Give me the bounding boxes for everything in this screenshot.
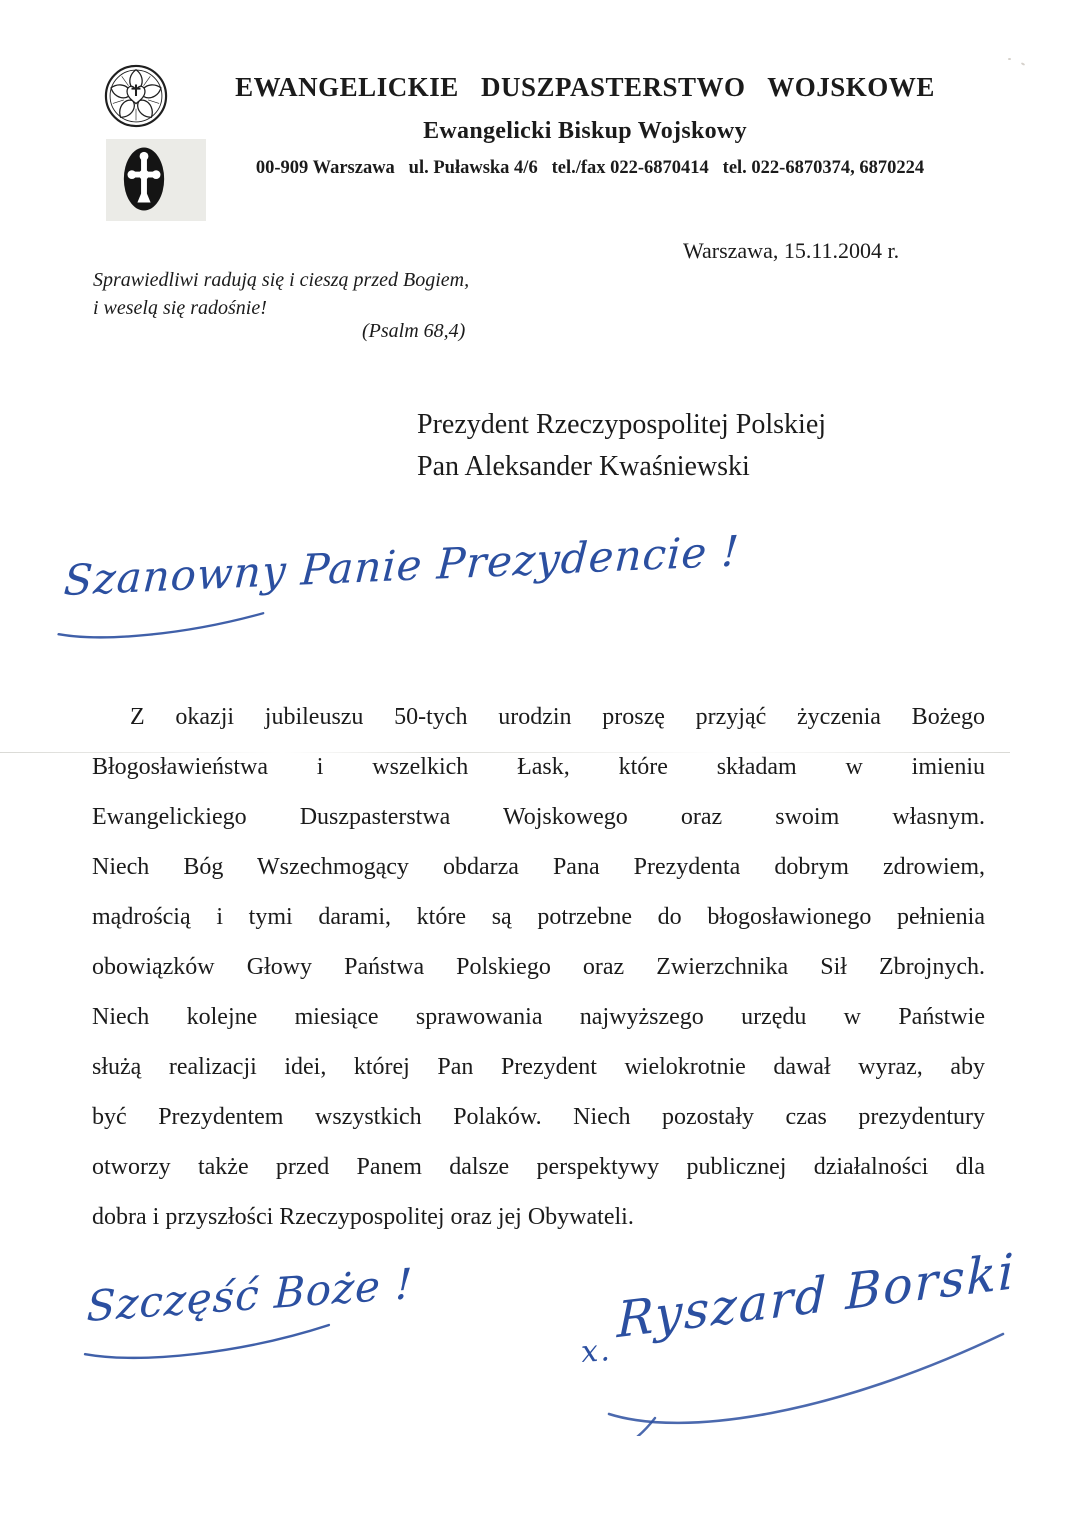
- date-line: Warszawa, 15.11.2004 r.: [683, 238, 900, 263]
- body-line: dobra i przyszłości Rzeczypospolitej oraz jej Obywateli.: [92, 1204, 634, 1230]
- budded-cross-icon: [122, 144, 166, 214]
- psalm-line-1: Sprawiedliwi radują się i cieszą przed Bogiem,: [93, 269, 470, 291]
- salutation-flourish: [56, 603, 268, 642]
- body-paragraph: [92, 692, 985, 1242]
- body-line: być Prezydentem wszystkich Polaków. Niech pozostały czas prezydentury: [92, 1104, 985, 1130]
- organization-name: EWANGELICKIE DUSZPASTERSTWO WOJSKOWE: [235, 72, 935, 102]
- address-line: 00-909 Warszawa ul. Puławska 4/6 tel./fax 022-6870414 tel. 022-6870374, 6870224: [255, 158, 925, 178]
- luther-rose-icon: [104, 60, 168, 132]
- body-line: służą realizacji idei, której Pan Prezydent wielokrotnie dawał wyraz, aby: [92, 1054, 985, 1080]
- closing-text: Szczęść Boże !: [85, 1258, 414, 1332]
- office-name: Ewangelicki Biskup Wojskowy: [423, 118, 747, 144]
- body-line: Niech kolejne miesiące sprawowania najwyższego urzędu w Państwie: [92, 1004, 985, 1030]
- signature-name: Ryszard Borski: [616, 1242, 1017, 1350]
- fold-crease-line: [0, 752, 1010, 753]
- body-line: Niech Bóg Wszechmogący obdarza Pana Prezydenta dobrym zdrowiem,: [92, 854, 985, 880]
- signature-prefix: x.: [579, 1332, 613, 1371]
- recipient-name: Pan Aleksander Kwaśniewski: [417, 451, 750, 482]
- psalm-source: (Psalm 68,4): [362, 320, 466, 342]
- body-line: Z okazji jubileuszu 50-tych urodzin proszę przyjąć życzenia Bożego: [130, 704, 985, 730]
- body-line: Błogosławieństwa i wszelkich Łask, które składam w imieniu: [92, 754, 985, 780]
- body-line: mądrością i tymi darami, które są potrzebne do błogosławionego pełnienia: [92, 904, 985, 930]
- scan-speck: [1021, 62, 1025, 66]
- handwritten-salutation: [59, 526, 745, 666]
- psalm-line-2: i weselą się radośnie!: [93, 297, 267, 319]
- body-line: obowiązków Głowy Państwa Polskiego oraz Zwierzchnika Sił Zbrojnych.: [92, 954, 985, 980]
- psalm-quote: [93, 266, 573, 322]
- signature-block: [555, 1242, 1025, 1446]
- scan-speck: [1008, 58, 1011, 60]
- recipient-title: Prezydent Rzeczypospolitej Polskiej: [417, 409, 827, 440]
- body-line: otworzy także przed Panem dalsze perspektywy publicznej działalności dla: [92, 1154, 985, 1180]
- recipient-block: [417, 404, 977, 488]
- body-line: Ewangelickiego Duszpasterstwa Wojskowego oraz swoim własnym.: [92, 804, 985, 830]
- handwritten-closing: [84, 1257, 446, 1373]
- salutation-text: Szanowny Panie Prezydencie !: [62, 526, 742, 605]
